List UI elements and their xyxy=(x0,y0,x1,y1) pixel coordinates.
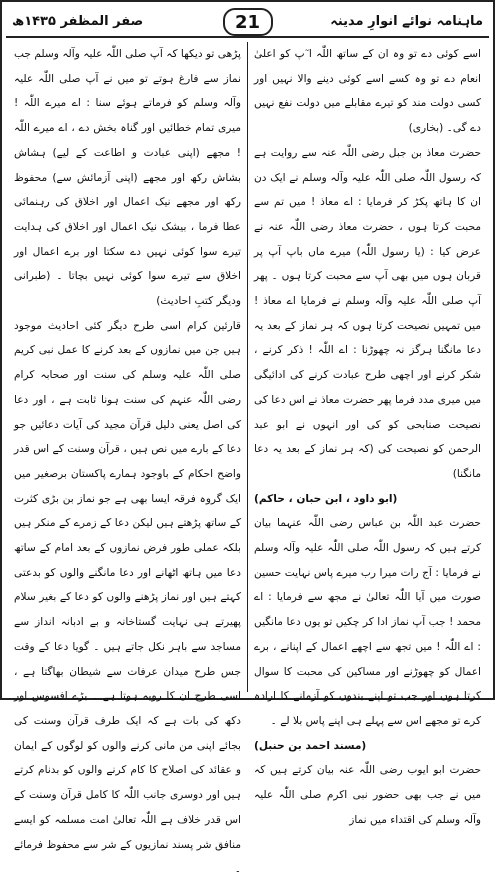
magazine-name: ماہنامہ نوائے انوارِ مدینہ xyxy=(330,13,483,29)
hadith-reference: (ابو داود ، ابن حبان ، حاکم) xyxy=(254,492,398,505)
right-column xyxy=(248,42,487,826)
article-body xyxy=(8,42,487,876)
hadith-paragraph: اسے کوئی دے تو وہ ان کے ساتھ اللّٰہ ا ٓپ کو اعلیٰ انعام دے تو وہ کسے اسے کوئی دینے والا نہیں اور کسی دولت مند کو تیرے مقابلے میں دولت نفع نہیں دے گی۔ (بخاری) xyxy=(254,48,481,135)
column-divider xyxy=(247,42,248,692)
hadith-paragraph: حضرت معاذ بن جبل رضی اللّٰہ عنہ سے روایت ہے کہ رسول اللّٰہ صلی اللّٰہ علیہ وآلہ وسلم نے ایک دن ان کا ہاتھ پکڑ کر فرمایا : اے معاذ ! میں تم سے محبت کرتا ہوں ، حضرت معاذ رضی اللّٰہ عنہ نے عرض کیا : (یا رسول اللّٰہ) میرے ماں باپ آپ پر قربان ہوں میں بھی آپ سے محبت کرتا ہوں ۔ پھر آپ صلی اللّٰہ علیہ وآلہ وسلم نے فرمایا اے معاذ ! میں تمہیں نصیحت کرتا ہوں کہ ہر نماز کے بعد یہ دعا مانگنا ہرگز نہ چھوڑنا : اے اللّٰہ ! ذکر کرنے ، شکر کرنے اور اچھی طرح عبادت کرنے کی ادائیگی میں میری مدد فرما پھر حضرت معاذ نے اس دعا کی نصیحت صنابحی کو کی اور انہوں نے ابو عبد الرحمن کو نصیحت کی (کہ ہر نماز کے بعد یہ دعا مانگنا) xyxy=(254,146,481,480)
hadith-paragraph: حضرت ابو ایوب رضی اللّٰہ عنہ بیان کرتے ہیں کہ میں نے جب بھی حضور نبی اکرم صلی اللّٰہ علیہ وآلہ وسلم کی اقتداء میں نماز xyxy=(254,764,481,826)
article-paragraph: قارئین کرام اسی طرح دیگر کئی احادیث موجود ہیں جن میں نمازوں کے بعد کرنے کا عمل نبی کریم صلی اللّٰہ علیہ وسلم کی سنت اور صحابہ کرام رضی اللّٰہ عنہم کی سنت ہونا ثابت ہے ، اور دعا کی اصل یعنی دلیل قرآن مجید کی آیات دعائیں جو دعا کے بارے میں نص ہیں ، قرآن وسنت کے اس قدر واضح احکام کے باوجود ہمارے پاکستان برصغیر میں ایک گروہ فرقہ ایسا بھی ہے جو نماز بن بڑی کثرت کے ساتھ پڑھتے ہیں لیکن دعا کے زمرے کے منکر ہیں بلکہ عملی طور فرض نمازوں کے بعد امام کے ساتھ دعا میں ہاتھ اٹھانے اور دعا مانگنے والوں کو بدعتی کہتے ہیں اور نماز پڑھنے والوں کو دعا کے بغیر سلام پھیرتے ہی نہایت گستاخانہ و بے ادبانہ انداز سے مساجد سے باہر نکل جاتے ہیں ۔ گویا دعا کے وقت جس طرح میدان عرفات سے شیطان بھاگتا ہے ، اسی طرح ان کا رویہ ہوتا ہے ۔ بڑے افسوس اور دکھ کی بات ہے کہ ایک طرف قرآن وسنت کی بجائے اپنی من مانی کرنے والوں کو لوگوں کے ایمان و عقائد کی اصلاح کا کام کرنے والوں کو بدنام کرتے ہیں اور دوسری جانب اللّٰہ کا کامل قرآن وسنت کے اس قدر خلاف ہے اللّٰہ تعالیٰ امت مسلمہ کو ایسے منافق شر پسند نمازیوں کے شر سے محفوظ فرمائے ۔ xyxy=(14,319,241,876)
left-column xyxy=(8,42,247,876)
article-paragraph: پڑھی تو دیکھا کہ آپ صلی اللّٰہ علیہ وآلہ وسلم جب نماز سے فارغ ہوتے تو میں نے آپ صلی اللّٰہ علیہ وآلہ وسلم کو فرماتے ہوئے سنا : اے میرے اللّٰہ ! میری تمام خطائیں اور گناہ بخش دے ، اے میرے اللّٰہ ! مجھے (اپنی عبادت و اطاعت کے لیے) ہشاش بشاش رکھ اور مجھے (اپنی آزمائش سے) محفوظ رکھ اور مجھے نیک اعمال اور اخلاق کی رہنمائی عطا فرما ، بیشک نیک اعمال اور اخلاق کی ہدایت تیرے سوا کوئی نہیں دے سکتا اور برے اعمال اور اخلاق سے تیرے سوا کوئی نہیں بچاتا ۔ (طبرانی ودیگر کتبِ احادیث) xyxy=(14,48,241,308)
page-number: 21 xyxy=(223,8,273,36)
page-header xyxy=(6,6,489,38)
hadith-reference: (مسند احمد بن حنبل) xyxy=(254,739,367,752)
issue-date: صفر المظفر ۱۴۳۵ھ xyxy=(12,13,144,29)
hadith-paragraph: حضرت عبد اللّٰہ بن عباس رضی اللّٰہ عنہما بیان کرتے ہیں کہ رسول اللّٰہ صلی اللّٰہ علیہ وآلہ وسلم نے فرمایا : آج رات میرا رب میرے پاس نہایت حسین صورت میں آیا اللّٰہ تعالیٰ نے مجھ سے فرمایا : اے محمد ! جب آپ نماز ادا کر چکیں تو یوں دعا مانگیں : اے اللّٰہ ! میں تجھ سے اچھے اعمال کے اپنانے ، برے اعمال کو چھوڑنے اور مساکین کی محبت کا سوال کرتا ہوں اور جب تو اپنے بندوں کو آزمانے کا ارادہ کرے تو مجھے اس سے پہلے ہی اپنے پاس بلا لے ۔ xyxy=(254,517,481,727)
